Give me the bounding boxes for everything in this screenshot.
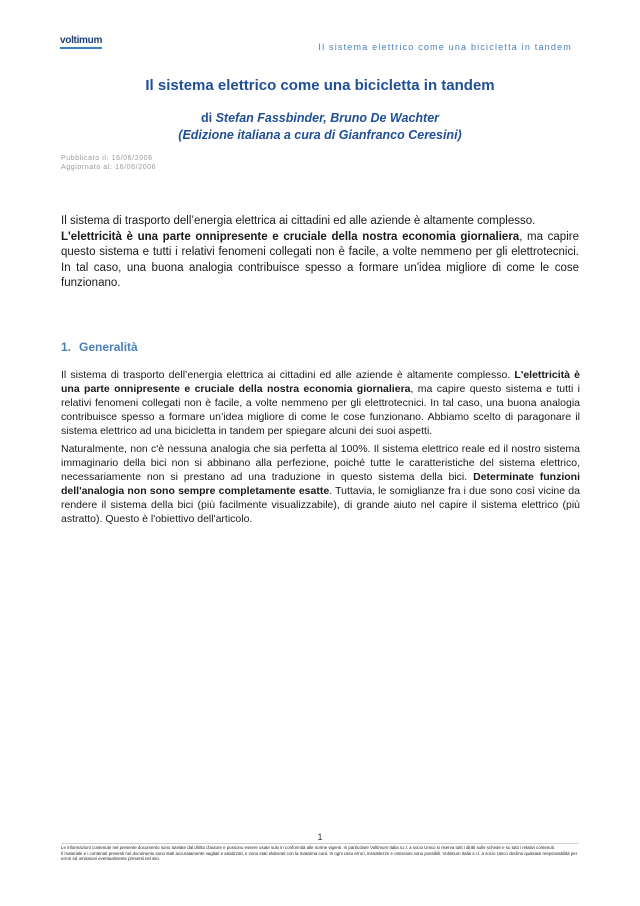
paragraph-2-text-b: . Tuttavia, le somiglianze fra i due sono così vicine da rendere il sistema della bici (più facilmente visualizzabile), di grande aiuto nel capire il sistema elettrico (più astratto). Questo è l'obiettivo dell'articolo. [61, 485, 580, 525]
intro-sentence-3: , ma capire questo sistema e tutti i relativi fenomeni collegati non è facile, a volte nemmeno per gli elettrotecnici. In tal caso, una buona analogia contribuisce spesso a formare un'idea migliore di come le cose funzionano. [61, 230, 579, 289]
updated-date: Aggiornato al: 16/06/2006 [61, 164, 157, 171]
section-paragraph-1 [61, 368, 580, 438]
authors-prefix: di [200, 111, 213, 125]
logo-underline [60, 47, 102, 49]
section-paragraph-2 [61, 442, 580, 526]
paragraph-2-text-a: Naturalmente, non c'è nessuna analogia che sia perfetta al 100%. Il sistema elettrico reale ed il nostro sistema immaginario della bici non si abbinano alla perfezione, poiché tutte le caratteristiche del sistema elettrico, necessariamente non si prestano ad una traduzione in questo sistema della bici. [61, 443, 580, 483]
document-title: Il sistema elettrico come una bicicletta in tandem [145, 77, 495, 94]
section-heading-generalita [61, 340, 138, 354]
footer-divider [61, 843, 579, 844]
edition-line: (Edizione italiana a cura di Gianfranco Ceresini) [178, 128, 462, 142]
authors-names: Stefan Fassbinder, Bruno De Wachter [215, 111, 440, 125]
logo-text: voltimum [60, 35, 103, 46]
intro-paragraph [61, 214, 579, 292]
voltimum-logo [60, 36, 102, 50]
authors-line [0, 110, 640, 127]
disclaimer-liability: Il materiale e i contenuti presenti nel documento sono stati accuratamente vagliati e analizzati, e sono stati elaborati con la massima cura. In ogni caso errori, inesattezze e omissioni sono possibili. Voltimum Italia s.r.l. a socio Unico declina qualsiasi responsabilità per errori ed omissioni eventualmente presenti nel sito. [61, 850, 578, 862]
page-number: 1 [317, 832, 323, 842]
published-date: Pubblicato il: 16/06/2006 [61, 155, 153, 162]
publication-dates [61, 154, 156, 172]
section-number: 1. [61, 340, 72, 354]
paragraph-1-text-b: , ma capire questo sistema e tutti i relativi fenomeni collegati non è facile, a volte nemmeno per gli elettrotecnici. In tal caso, una buona analogia contribuisce spesso a formare un’idea migliore di come le cose funzionano. Abbiamo scelto di paragonare il sistema elettrico ad una bicicletta in tandem per spiegare alcuni dei suoi aspetti. [61, 383, 580, 437]
paragraph-1-text-a: Il sistema di trasporto dell’energia elettrica ai cittadini ed alle aziende è altamente complesso. [61, 369, 515, 381]
disclaimer-copyright: Le informazioni contenute nel presente documento sono tutelate dal diritto d'autore e possono essere usate solo in conformità alle norme vigenti. In particolare Voltimum Italia s.r.l. a socio Unico si riserva tutti i diritti sulle schede e su tutti i relativi contenuti. [61, 845, 556, 850]
paragraph-1-bold: L'elettricità è una parte onnipresente e cruciale della nostra economia giornaliera [61, 369, 581, 395]
authors-block [0, 110, 640, 144]
section-title: Generalità [79, 340, 138, 354]
footer-disclaimer [61, 845, 581, 862]
intro-bold-statement: L'elettricità è una parte onnipresente e cruciale della nostra economia giornaliera [61, 230, 520, 243]
paragraph-2-bold: Determinate funzioni dell'analogia non sono sempre completamente esatte [61, 471, 580, 497]
intro-sentence-1: Il sistema di trasporto dell’energia elettrica ai cittadini ed alle aziende è altamente complesso. [61, 215, 536, 227]
running-header: Il sistema elettrico come una bicicletta in tandem [318, 42, 572, 52]
